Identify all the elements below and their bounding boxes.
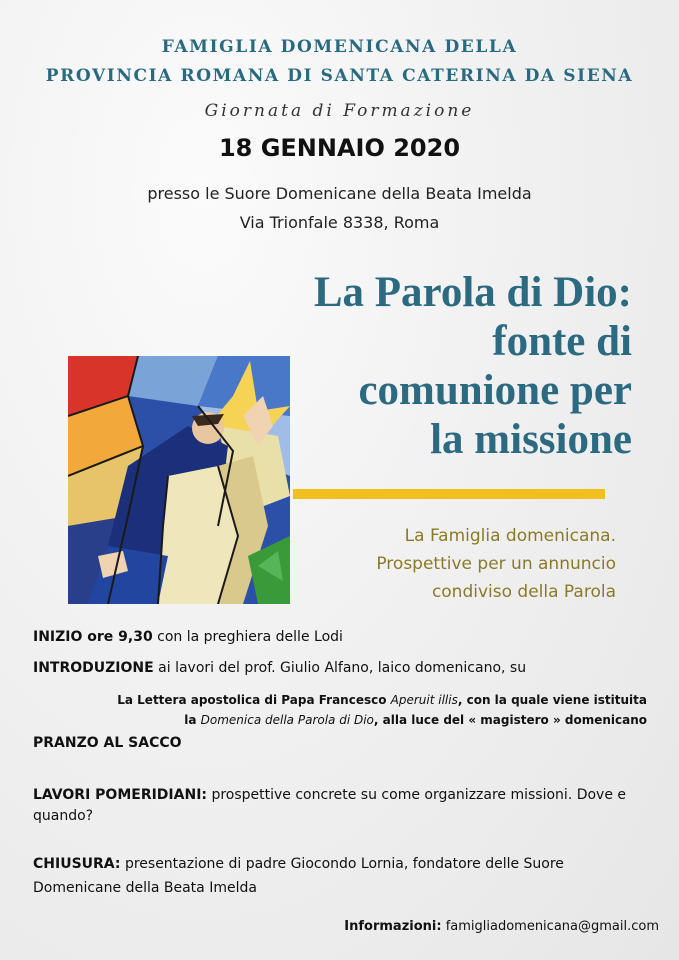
program-introduzione <box>33 660 526 676</box>
pranzo-label: PRANZO AL SACCO <box>33 735 182 751</box>
program-inizio <box>33 629 343 645</box>
subtitle <box>376 522 616 606</box>
intro-text: ai lavori del prof. Giulio Alfano, laico domenicano, su <box>153 660 527 676</box>
accent-bar <box>293 489 605 499</box>
stained-glass-saint-icon <box>68 356 290 604</box>
venue-line1: presso le Suore Domenicane della Beata Imelda <box>147 184 532 203</box>
lavori-text1: prospettive concrete su come organizzare missioni. Dove e <box>207 787 627 803</box>
lettera-line2 <box>112 710 647 730</box>
lettera-text-f: , alla luce del « magistero » domenicano <box>373 713 647 727</box>
contact-info <box>344 919 659 934</box>
subtitle-line1: La Famiglia domenicana. <box>404 526 616 546</box>
lettera-description <box>112 690 647 730</box>
contact-email[interactable]: famigliadomenicana@gmail.com <box>441 919 659 934</box>
intro-label: INTRODUZIONE <box>33 660 154 676</box>
chiusura-line1 <box>33 852 564 876</box>
lettera-line1 <box>112 690 647 710</box>
org-name-line2: PROVINCIA ROMANA DI SANTA CATERINA DA SIENA <box>45 66 634 86</box>
info-label: Informazioni: <box>344 919 442 934</box>
title-line2: fonte di <box>492 318 632 365</box>
subtitle-line3: condiviso della Parola <box>431 582 616 602</box>
org-name-line1: FAMIGLIA DOMENICANA DELLA <box>161 37 518 57</box>
lavori-line1 <box>33 785 626 806</box>
inizio-label: INIZIO ore 9,30 <box>33 629 153 645</box>
program-pranzo <box>33 735 182 751</box>
inizio-text: con la preghiera delle Lodi <box>152 629 343 645</box>
title-line3: comunione per <box>358 367 632 414</box>
lettera-text-a: La Lettera apostolica di Papa Francesco <box>117 693 391 707</box>
chiusura-text1: presentazione di padre Giocondo Lornia, fondatore delle Suore <box>120 856 564 872</box>
lettera-text-b: Aperuit illis <box>390 693 458 707</box>
program-lavori <box>33 785 626 827</box>
subtitle-line2: Prospettive per un annuncio <box>376 554 616 574</box>
event-date: 18 GENNAIO 2020 <box>218 134 461 162</box>
lettera-text-c: , con la quale viene istituita <box>457 693 647 707</box>
lettera-text-d: la <box>184 713 201 727</box>
venue-address: Via Trionfale 8338, Roma <box>239 213 440 232</box>
title-line1: La Parola di Dio: <box>313 269 632 316</box>
title-line4: la missione <box>430 416 632 463</box>
lavori-line2: quando? <box>33 808 94 824</box>
lettera-text-e: Domenica della Parola di Dio <box>200 713 374 727</box>
chiusura-label: CHIUSURA: <box>33 856 121 872</box>
program-chiusura <box>33 852 564 900</box>
event-title <box>314 268 632 464</box>
chiusura-line2: Domenicane della Beata Imelda <box>33 880 257 896</box>
event-type: Giornata di Formazione <box>204 101 475 121</box>
lavori-label: LAVORI POMERIDIANI: <box>33 787 207 803</box>
